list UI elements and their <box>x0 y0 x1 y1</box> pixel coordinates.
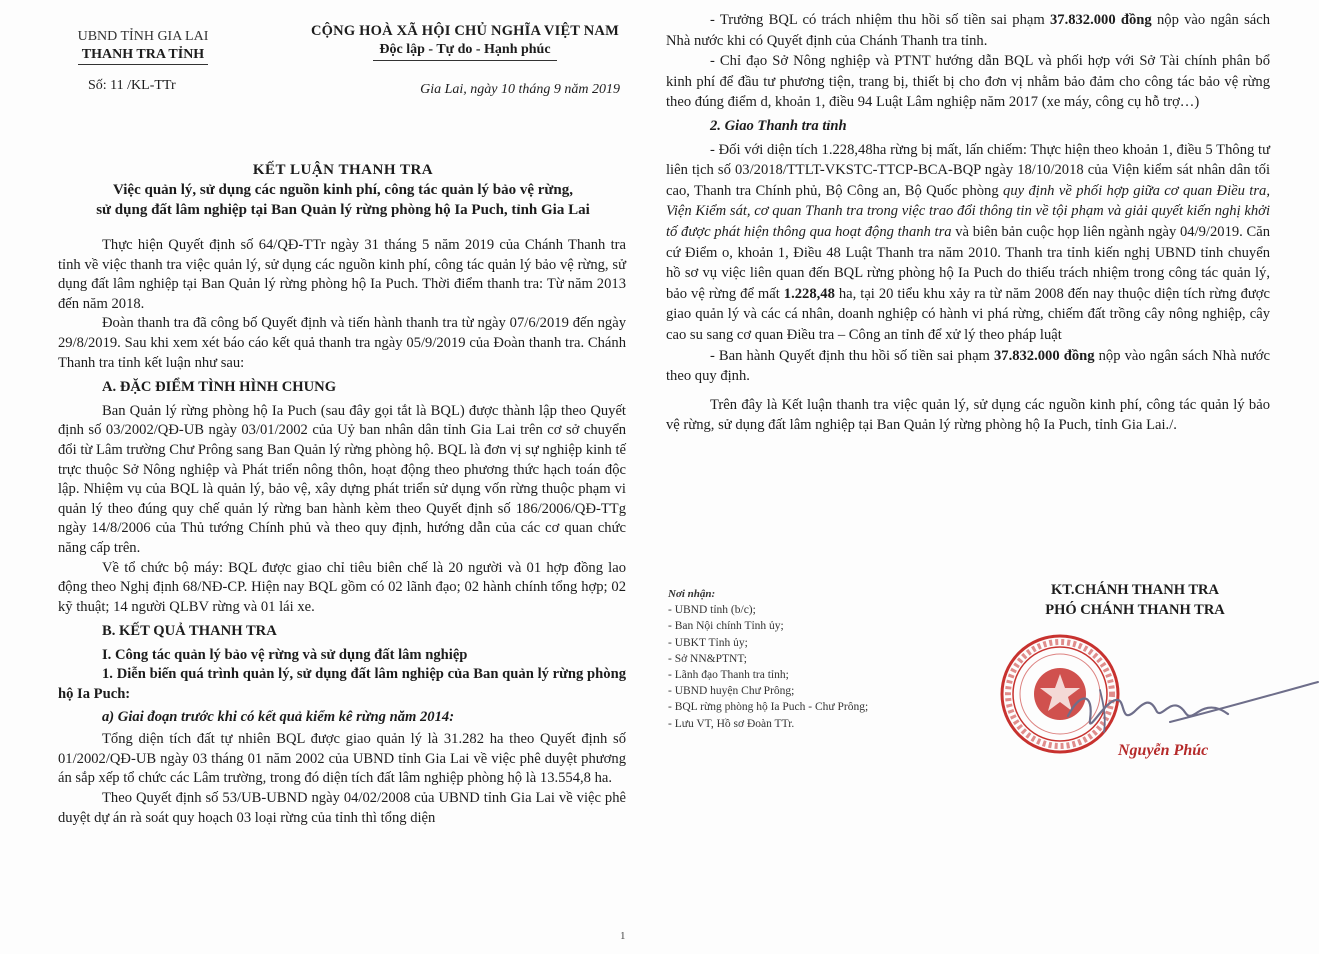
document-title: KẾT LUẬN THANH TRA <box>252 162 434 178</box>
section-b1-1a-heading: a) Giai đoạn trước khi có kết quả kiểm kê rừng năm 2014: <box>102 708 455 725</box>
sign-role-1: KT.CHÁNH THANH TRA <box>1051 582 1219 598</box>
decision-paragraph: - Ban hành Quyết định thu hồi số tiền sai phạm 37.832.000 đồng nộp vào ngân sách Nhà nước theo quy định. <box>666 347 1270 385</box>
right-body <box>666 10 1270 436</box>
document-subtitle-2: sử dụng đất lâm nghiệp tại Ban Quản lý rừng phòng hộ Ia Puch, tỉnh Gia Lai <box>96 202 590 218</box>
recipient-item: - Lãnh đạo Thanh tra tỉnh; <box>668 669 789 682</box>
recipient-item: - UBKT Tỉnh ủy; <box>668 636 748 649</box>
forest-loss-area: 1.228,48 <box>783 285 835 302</box>
sign-role-2: PHÓ CHÁNH THANH TRA <box>1045 602 1225 618</box>
recovery-amount: 37.832.000 đồng <box>1049 12 1152 28</box>
header-national <box>290 22 640 99</box>
recipient-item: - Sở NN&PTNT; <box>668 652 747 665</box>
document-number: Số: 11 /KL-TTr <box>88 78 176 93</box>
section-a-heading: A. ĐẶC ĐIỂM TÌNH HÌNH CHUNG <box>102 379 337 396</box>
left-body <box>58 236 626 828</box>
intro-paragraph-2: Đoàn thanh tra đã công bố Quyết định và tiến hành thanh tra từ ngày 07/6/2019 đến ngày 29/8/2019. Sau khi xem xét báo cáo kết quả thanh tra ngày 05/9/2019 của Đoàn thanh tra. Chánh Thanh tra tỉnh kết luận như sau: <box>58 315 626 371</box>
title-block <box>58 160 628 220</box>
section-b-heading: B. KẾT QUẢ THANH TRA <box>102 623 277 640</box>
issuer-org-line1: UBND TỈNH GIA LAI <box>77 29 209 44</box>
decision-amount: 37.832.000 đồng <box>993 347 1095 364</box>
signer-name: Nguyễn Phúc <box>1118 742 1209 759</box>
recovery-paragraph: - Trưởng BQL có trách nhiệm thu hồi số tiền sai phạm 37.832.000 đồng nộp vào ngân sách Nhà nước khi có Quyết định của Chánh Thanh tra tỉnh. <box>666 12 1271 49</box>
recipient-item: - Ban Nội chính Tỉnh ủy; <box>668 620 784 633</box>
recipient-item: - UBND tỉnh (b/c); <box>668 604 756 617</box>
document-date: Gia Lai, ngày 10 tháng 9 năm 2019 <box>420 82 620 97</box>
document-subtitle-1: Việc quản lý, sử dụng các nguồn kinh phí, công tác quản lý bảo vệ rừng, <box>112 182 574 198</box>
section-b1-1-heading: 1. Diễn biến quá trình quản lý, sử dụng đất lâm nghiệp của Ban quản lý rừng phòng hộ Ia Puch: <box>58 666 626 703</box>
section-b1-heading: I. Công tác quản lý bảo vệ rừng và sử dụng đất lâm nghiệp <box>102 646 468 663</box>
section-a-paragraph-2: Về tổ chức bộ máy: BQL được giao chỉ tiêu biên chế là 20 người và 01 hợp đồng lao động theo Nghị định 68/NĐ-CP. Hiện nay BQL gồm có 02 lãnh đạo; 02 hành chính tổng hợp; 02 kỹ thuật; 14 người QLBV rừng và 01 lái xe. <box>58 559 626 615</box>
transfer-paragraph: - Đối với diện tích 1.228,48ha rừng bị mất, lấn chiếm: Thực hiện theo khoản 1, điều 5 Thông tư liên tịch số 03/2018/TTLT-VKSTC-TTCP-BCA-BQP ngày 18/10/2018 của Viện kiểm sát nhân dân tối cao, Thanh tra Chính phủ, Bộ Công an, Bộ Quốc phòng quy định về phối hợp giữa cơ quan Điều tra, Viện Kiểm sát, cơ quan Thanh tra trong việc trao đổi thông tin về tội phạm và giải quyết kiến nghị khởi tố được phát hiện thông qua hoạt động thanh tra và biên bản cuộc họp liên ngành ngày 04/9/2019. Căn cứ Điểm o, khoản 1, Điều 48 Luật Thanh tra năm 2010. Thanh tra tỉnh kiến nghị UBND tỉnh chuyển hồ sơ vụ việc liên quan đến BQL rừng phòng hộ Ia Puch do thiếu trách nhiệm trong công tác quản lý, bảo vệ rừng để mất 1.228,48 ha, tại 20 tiểu khu xảy ra từ năm 2008 đến nay thuộc diện tích rừng được giao quản lý và các cá nhân, doanh nghiệp có hành vi phá rừng, chiếm đất trồng cây nông nghiệp, cây cao su sang cơ quan Điều tra – Công an tỉnh để xử lý theo pháp luật <box>666 141 1271 343</box>
directive-paragraph: - Chỉ đạo Sở Nông nghiệp và PTNT hướng dẫn BQL và phối hợp với Sở Tài chính phân bổ kinh phí để đầu tư phương tiện, trang bị, thiết bị cho đơn vị nhằm bảo đảm cho công tác bảo vệ rừng theo đúng điểm d, khoản 1, điều 94 Luật Lâm nghiệp năm 2017 (xe máy, công cụ hỗ trợ…) <box>666 53 1270 111</box>
recipient-item: - UBND huyện Chư Prông; <box>668 685 795 698</box>
national-title: CỘNG HOÀ XÃ HỘI CHỦ NGHĨA VIỆT NAM <box>311 23 619 39</box>
section-b-paragraph-2: Theo Quyết định số 53/UB-UBND ngày 04/02/2008 của UBND tỉnh Gia Lai về việc phê duyệt dự án rà soát quy hoạch 03 loại rừng của tỉnh thì tổng diện <box>58 790 626 826</box>
issuer-org-line2: THANH TRA TỈNH <box>78 46 208 65</box>
national-motto: Độc lập - Tự do - Hạnh phúc <box>373 41 556 61</box>
signature-block <box>1000 580 1270 620</box>
page-number: 1 <box>620 930 626 942</box>
handwritten-signature-icon <box>1060 672 1319 748</box>
intro-paragraph-1: Thực hiện Quyết định số 64/QĐ-TTr ngày 31 tháng 5 năm 2019 của Chánh Thanh tra tỉnh về việc thanh tra việc quản lý, sử dụng các nguồn kinh phí, công tác quản lý bảo vệ rừng, sử dụng đất lâm nghiệp tại Ban Quản lý rừng phòng hộ Ia Puch. Thời điểm thanh tra: Từ năm 2013 đến năm 2018. <box>58 237 626 312</box>
section-b-paragraph-1: Tổng diện tích đất tự nhiên BQL được giao quản lý là 31.282 ha theo Quyết định số 01/2002/QĐ-UB ngày 03 tháng 01 năm 2002 của UBND tỉnh Gia Lai về việc phê duyệt phương án sắp xếp tổ chức các Lâm trường, trong đó diện tích đất lâm nghiệp phòng hộ là 13.554,8 ha. <box>58 731 626 787</box>
section-2-heading: 2. Giao Thanh tra tỉnh <box>710 117 847 134</box>
header-issuer <box>48 28 238 95</box>
recipient-item: - BQL rừng phòng hộ Ia Puch - Chư Prông; <box>668 701 869 714</box>
section-a-paragraph-1: Ban Quản lý rừng phòng hộ Ia Puch (sau đây gọi tắt là BQL) được thành lập theo Quyết định số 03/2002/QĐ-UB ngày 03/01/2002 của Uỷ ban nhân dân tỉnh Gia Lai trên cơ sở chuyển đổi từ Lâm trường Chư Prông sang Ban Quản lý rừng phòng hộ. BQL là đơn vị sự nghiệp kinh tế trực thuộc Sở Nông nghiệp và Phát triển nông thôn, hoạt động theo phương thức hạch toán độc lập. Nhiệm vụ của BQL là quản lý, bảo vệ, xây dựng phát triển sử dụng vốn rừng thuộc phạm vi quản lý theo đúng quy chế quản lý rừng ban hành kèm theo Quyết định số 186/2006/QĐ-TTg ngày 14/8/2006 của Thủ tướng Chính phủ và theo quy định, hướng dẫn của các cơ quan chức năng cấp trên. <box>58 402 626 556</box>
recipients-list <box>668 586 988 732</box>
recipient-item: - Lưu VT, Hồ sơ Đoàn TTr. <box>668 717 795 730</box>
closing-paragraph: Trên đây là Kết luận thanh tra việc quản lý, sử dụng các nguồn kinh phí, công tác quản lý bảo vệ rừng, sử dụng đất lâm nghiệp tại Ban Quản lý rừng phòng hộ Ia Puch, tỉnh Gia Lai./. <box>666 396 1270 434</box>
recipients-title: Nơi nhận: <box>668 588 716 600</box>
